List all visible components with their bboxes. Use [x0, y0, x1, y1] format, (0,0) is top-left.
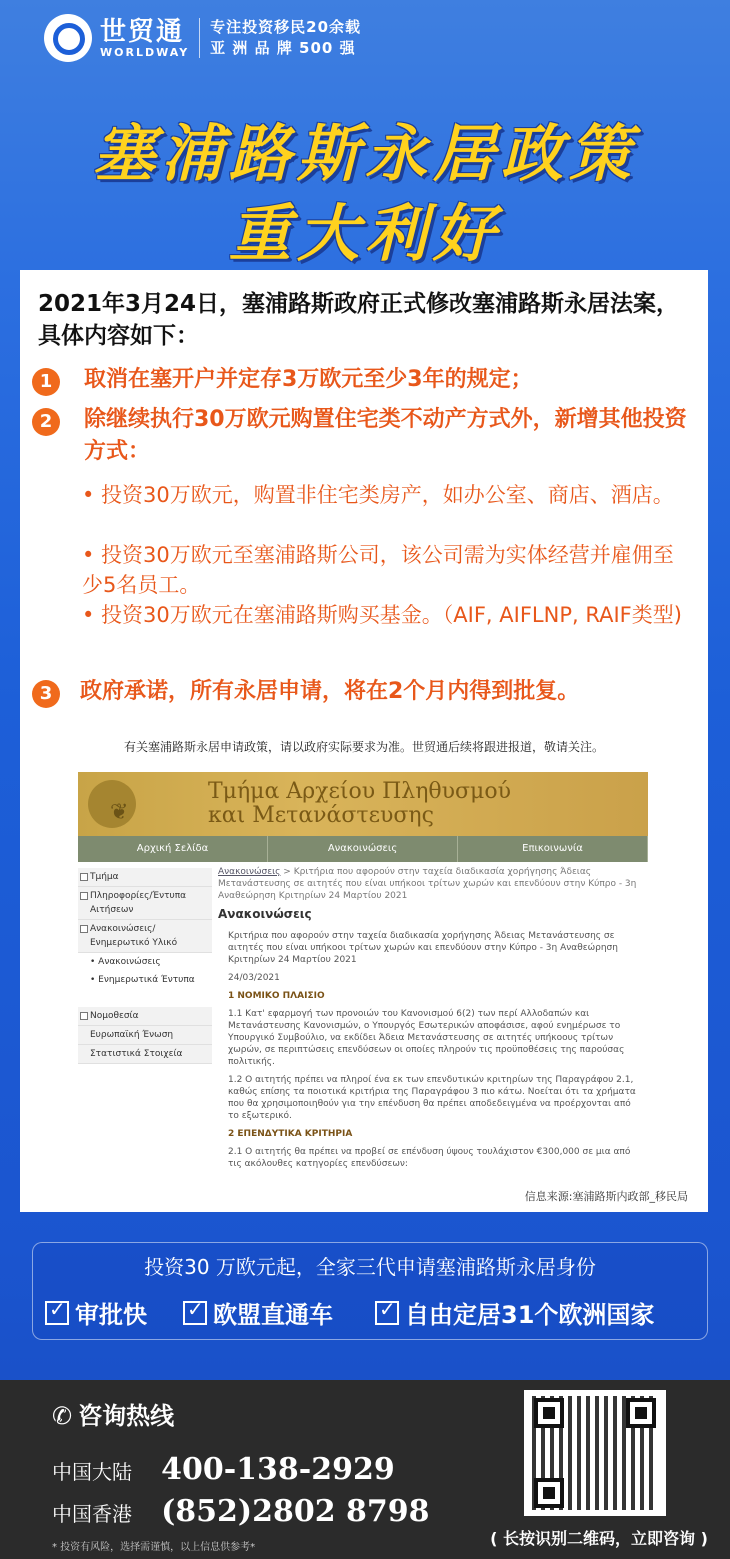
site-breadcrumb: Ανακοινώσεις > Κριτήρια που αφορούν στην ταχεία διαδικασία χορήγησης Άδειας Μετανάστευσης σε αιτητές που είναι υπήκοοι τρίτων χωρών και επενδύουν στην Κύπρο - 3η Αναθεώρηση Κριτηρίων 24 Μαρτίου 2021 — [218, 867, 637, 901]
bullet-1: • 投资30万欧元，购置非住宅类房产，如办公室、商店、酒店。 — [82, 483, 674, 507]
feature-2 — [183, 1295, 333, 1330]
headline-line1: 塞浦路斯永居政策 — [92, 117, 637, 190]
site-subject: Κριτήρια που αφορούν στην ταχεία διαδικασία χορήγησης Άδειας Μετανάστευσης σε αιτητές που είναι υπήκοοι τρίτων χωρών και επενδύουν στην Κύπρο - 3η Αναθεώρηση Κριτηρίων 24 Μαρτίου 2021 — [228, 931, 618, 965]
headline-line2: 重大利好 — [228, 197, 501, 270]
logo-cn: 世贸通 — [100, 16, 185, 47]
bullet-2: • 投资30万欧元至塞浦路斯公司，该公司需为实体经营并雇佣至少5名员工。 — [82, 543, 674, 597]
site-title-line2: και Μετανάστευσης — [208, 803, 434, 828]
side-subitem: • Ενημερωτικά Έντυπα — [78, 971, 212, 989]
check-icon — [375, 1301, 399, 1325]
contact-label: 中国香港 — [52, 1502, 132, 1526]
check-icon — [45, 1301, 69, 1325]
item-number-3: 3 — [32, 680, 60, 708]
source-credit: 信息来源:塞浦路斯内政部_移民局 — [524, 1190, 688, 1203]
contact-footer — [0, 1380, 730, 1559]
policy-note: 有关塞浦路斯永居申请政策，请以政府实际要求为准。世贸通后续将跟进报道，敬请关注。 — [123, 740, 604, 754]
qr-finder — [626, 1398, 656, 1428]
qr-finder — [534, 1478, 564, 1508]
hotline-title: ✆ 咨询热线 — [52, 1402, 175, 1430]
feature-1 — [45, 1295, 147, 1330]
feature-3-label: 自由定居31个欧洲国家 — [405, 1301, 655, 1329]
feature-1-label: 审批快 — [75, 1301, 147, 1329]
check-icon — [183, 1301, 207, 1325]
item-number-1: 1 — [32, 368, 60, 396]
logo-text — [100, 18, 189, 59]
site-paragraph-1-2: 1.2 Ο αιτητής πρέπει να πληροί ένα εκ των επενδυτικών κριτηρίων της Παραγράφου 2.1, καθώς επίσης τα ποιοτικά κριτήρια της Παραγράφου 3 πιο κάτω. Νοείται ότι τα χρήματα που θα χρησιμοποιηθούν για την επένδυση θα πρέπει αποδεδειγμένα να προέρχονται από το εξωτερικό. — [228, 1075, 636, 1121]
slogan-line2: 亚 洲 品 牌 500 强 — [210, 39, 356, 57]
side-item: Ευρωπαϊκή Ένωση — [78, 1026, 212, 1045]
logo-divider — [199, 18, 200, 58]
phone-icon: ✆ — [52, 1402, 73, 1430]
risk-disclaimer: * 投资有风险，选择需谨慎，以上信息供参考* — [52, 1542, 256, 1553]
feature-2-label: 欧盟直通车 — [213, 1301, 333, 1329]
bullet-3: • 投资30万欧元在塞浦路斯购买基金。（AIF, AIFLNP, RAIF类型) — [82, 603, 682, 627]
qr-finder — [534, 1398, 564, 1428]
nav-contact: Επικοινωνία — [458, 836, 648, 862]
item-text-3: 政府承诺，所有永居申请，将在2个月内得到批复。 — [80, 679, 580, 704]
site-banner — [78, 772, 648, 836]
site-section-1: 1 ΝΟΜΙΚΟ ΠΛΑΙΣΙΟ — [228, 991, 325, 1001]
contact-label: 中国大陆 — [52, 1460, 132, 1484]
nav-announcements: Ανακοινώσεις — [268, 836, 458, 862]
side-subitem: • Ανακοινώσεις — [78, 953, 212, 971]
qr-caption: ( 长按识别二维码，立即咨询 ) — [490, 1529, 708, 1548]
contact-phone[interactable]: 400-138-2929 — [161, 1452, 395, 1487]
side-item: Νομοθεσία — [78, 1007, 212, 1026]
site-paragraph-1-1: 1.1 Κατ' εφαρμογή των προνοιών του Κανονισμού 6(2) των περί Αλλοδαπών και Μετανάστευσης Κανονισμών, ο Υπουργός Εσωτερικών αποφάσισε, αφού ενημέρωσε το Υπουργικό Συμβούλιο, να εκδίδει Άδεια Μετανάστευσης σε αιτητές υπήκοους τρίτων χωρών, σε περιπτώσεις επενδύσεων οι οποίες πληρούν τις προϋποθέσεις της παρούσας πολιτικής. — [228, 1009, 625, 1067]
policy-card — [20, 270, 708, 1212]
contact-row-hongkong — [52, 1494, 430, 1529]
slogan-line1: 专注投资移民20余载 — [210, 18, 362, 36]
qr-code[interactable] — [524, 1390, 666, 1516]
brand-header — [44, 14, 361, 62]
slogan — [210, 17, 361, 59]
logo-en: WORLDWAY — [100, 45, 190, 59]
contact-phone[interactable]: (852)2802 8798 — [161, 1494, 430, 1529]
nav-home: Αρχική Σελίδα — [78, 836, 268, 862]
benefit-box — [32, 1242, 708, 1340]
site-sidebar — [78, 868, 212, 1064]
item-text-2: 除继续执行30万欧元购置住宅类不动产方式外，新增其他投资方式： — [84, 407, 687, 464]
site-content — [218, 866, 640, 1176]
logo-icon — [44, 14, 92, 62]
site-heading: Ανακοινώσεις — [218, 907, 312, 921]
side-item: Στατιστικά Στοιχεία — [78, 1045, 212, 1064]
item-number-2: 2 — [32, 408, 60, 436]
benefit-headline: 投资30 万欧元起，全家三代申请塞浦路斯永居身份 — [144, 1255, 596, 1279]
site-title-line1: Τμήμα Αρχείου Πληθυσμού — [208, 779, 511, 804]
side-item: Ανακοινώσεις/Ενημερωτικό Υλικό — [78, 920, 212, 953]
crest-icon: ❦ — [88, 780, 136, 828]
side-item: Τμήμα — [78, 868, 212, 887]
item-text-1: 取消在塞开户并定存3万欧元至少3年的规定； — [84, 367, 533, 392]
site-date: 24/03/2021 — [228, 973, 280, 983]
side-item: Πληροφορίες/Έντυπα Αιτήσεων — [78, 887, 212, 920]
feature-3 — [375, 1295, 654, 1330]
contact-row-mainland — [52, 1452, 395, 1487]
intro-text: 2021年3月24日，塞浦路斯政府正式修改塞浦路斯永居法案，具体内容如下： — [38, 291, 680, 349]
site-title — [208, 780, 511, 828]
site-paragraph-2-1: 2.1 Ο αιτητής θα πρέπει να προβεί σε επένδυση ύψους τουλάχιστον €300,000 σε μια από τις ακόλουθες κατηγορίες επενδύσεων: — [228, 1147, 631, 1169]
government-site-screenshot — [78, 772, 648, 1184]
site-section-2: 2 ΕΠΕΝΔΥΤΙΚΑ ΚΡΙΤΗΡΙΑ — [228, 1129, 353, 1139]
site-nav — [78, 836, 648, 862]
